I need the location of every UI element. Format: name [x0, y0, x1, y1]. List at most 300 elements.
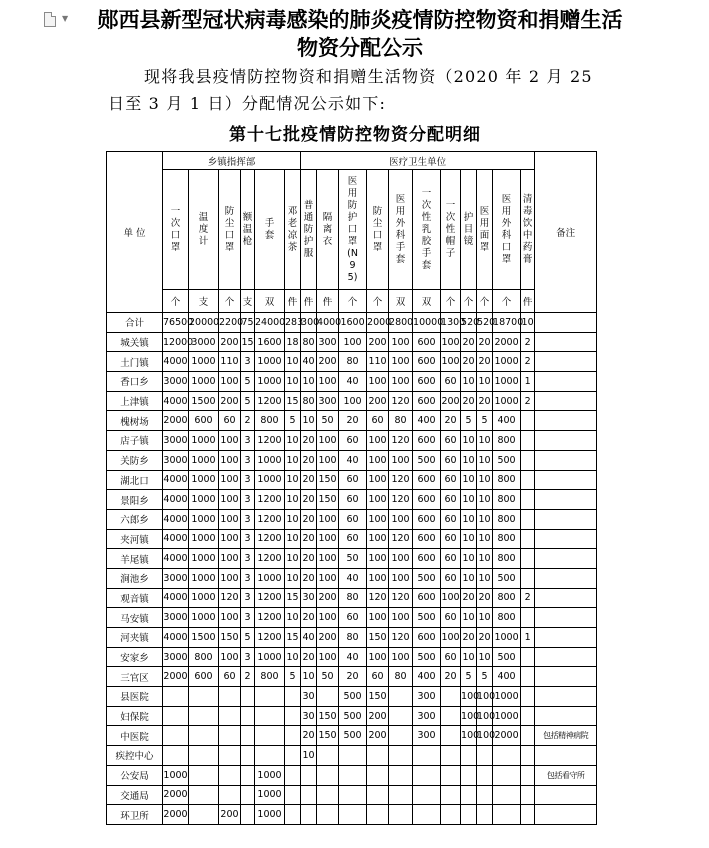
table-row [107, 549, 597, 569]
table-cell: 200 [367, 706, 389, 726]
column-header [389, 170, 413, 290]
table-cell: 20 [301, 431, 317, 451]
table-cell: 120 [389, 470, 413, 490]
table-cell: 1000 [255, 450, 285, 470]
table-cell: 1000 [189, 470, 219, 490]
unit-header: 单 位 [107, 152, 163, 313]
row-unit-name: 交通局 [107, 785, 163, 805]
row-note [535, 372, 597, 392]
table-cell: 18 [285, 332, 301, 352]
table-cell [219, 746, 241, 766]
table-cell: 10 [285, 470, 301, 490]
table-cell: 4000 [163, 391, 189, 411]
table-cell: 20 [301, 726, 317, 746]
unit-label: 个 [441, 290, 461, 313]
table-cell: 100 [389, 568, 413, 588]
table-cell: 600 [413, 628, 441, 648]
table-cell: 2200 [219, 313, 241, 333]
table-cell [255, 726, 285, 746]
table-row [107, 450, 597, 470]
table-cell: 300 [413, 687, 441, 707]
column-header [317, 170, 339, 290]
table-cell [241, 706, 255, 726]
table-cell: 100 [219, 529, 241, 549]
column-header [339, 170, 367, 290]
table-cell [219, 706, 241, 726]
table-cell: 1000 [255, 805, 285, 825]
table-cell: 3 [241, 490, 255, 510]
table-cell: 20 [301, 490, 317, 510]
table-cell: 2000 [163, 411, 189, 431]
table-cell [389, 785, 413, 805]
table-cell [241, 805, 255, 825]
table-cell: 60 [441, 608, 461, 628]
table-cell: 80 [389, 667, 413, 687]
column-header-label: 温度计 [198, 211, 209, 247]
row-unit-name: 马安镇 [107, 608, 163, 628]
table-cell: 300 [317, 332, 339, 352]
table-cell: 2000 [367, 313, 389, 333]
table-cell [285, 785, 301, 805]
table-cell: 100 [219, 608, 241, 628]
table-cell: 20000 [189, 313, 219, 333]
table-cell: 10 [285, 608, 301, 628]
table-cell [339, 785, 367, 805]
table-cell [301, 805, 317, 825]
table-cell: 10 [301, 667, 317, 687]
table-cell [389, 687, 413, 707]
table-cell: 60 [441, 549, 461, 569]
table-cell: 100 [219, 431, 241, 451]
table-cell: 100 [317, 372, 339, 392]
row-unit-name: 城关镇 [107, 332, 163, 352]
unit-label: 支 [189, 290, 219, 313]
table-cell: 120 [389, 588, 413, 608]
table-cell: 600 [189, 411, 219, 431]
table-cell: 20 [441, 667, 461, 687]
table-cell: 60 [219, 667, 241, 687]
table-cell: 100 [477, 706, 493, 726]
table-cell: 100 [389, 608, 413, 628]
allocation-table [106, 151, 597, 825]
table-cell: 10 [461, 372, 477, 392]
table-cell: 600 [413, 549, 441, 569]
table-cell: 10 [285, 647, 301, 667]
table-cell: 3000 [163, 647, 189, 667]
table-cell: 3 [241, 450, 255, 470]
table-cell: 100 [461, 726, 477, 746]
table-row [107, 726, 597, 746]
table-cell [493, 746, 521, 766]
table-cell [219, 765, 241, 785]
table-cell: 500 [493, 647, 521, 667]
table-cell: 60 [339, 470, 367, 490]
table-cell: 60 [441, 431, 461, 451]
table-cell: 100 [477, 726, 493, 746]
row-unit-name: 县医院 [107, 687, 163, 707]
table-cell [521, 568, 535, 588]
table-cell: 10 [301, 411, 317, 431]
table-cell: 10 [461, 647, 477, 667]
table-cell: 4000 [163, 529, 189, 549]
table-cell: 20 [339, 667, 367, 687]
table-cell: 120 [219, 588, 241, 608]
table-cell: 200 [367, 726, 389, 746]
row-unit-name: 槐树场 [107, 411, 163, 431]
table-cell: 600 [413, 588, 441, 608]
table-cell: 10 [461, 509, 477, 529]
table-cell: 20 [477, 588, 493, 608]
column-header [493, 170, 521, 290]
unit-label: 个 [339, 290, 367, 313]
table-cell: 4000 [163, 628, 189, 648]
table-cell [219, 726, 241, 746]
table-cell [441, 805, 461, 825]
table-cell: 10 [285, 549, 301, 569]
table-cell [477, 785, 493, 805]
table-cell: 800 [493, 509, 521, 529]
table-cell: 1200 [255, 391, 285, 411]
table-cell: 100 [441, 352, 461, 372]
table-cell: 1000 [255, 647, 285, 667]
table-cell: 1500 [189, 391, 219, 411]
table-cell: 4000 [317, 313, 339, 333]
table-cell: 40 [339, 450, 367, 470]
table-cell: 2000 [163, 785, 189, 805]
table-cell: 3 [241, 647, 255, 667]
table-cell: 150 [317, 470, 339, 490]
page-title: 郧西县新型冠状病毒感染的肺炎疫情防控物资和捐赠生活物资分配公示 [97, 8, 623, 60]
table-row [107, 785, 597, 805]
table-cell: 400 [493, 411, 521, 431]
column-header [441, 170, 461, 290]
table-cell: 3 [241, 549, 255, 569]
table-row [107, 352, 597, 372]
column-header-label: 隔离衣 [322, 211, 333, 247]
table-cell: 10 [285, 490, 301, 510]
table-cell: 100 [317, 529, 339, 549]
row-unit-name: 中医院 [107, 726, 163, 746]
table-cell: 10 [285, 352, 301, 372]
row-note [535, 391, 597, 411]
table-cell [521, 746, 535, 766]
table-row [107, 687, 597, 707]
document-icon[interactable] [44, 12, 56, 27]
table-cell [477, 746, 493, 766]
table-cell: 100 [441, 588, 461, 608]
table-cell: 1000 [189, 608, 219, 628]
table-cell: 50 [339, 549, 367, 569]
table-row [107, 509, 597, 529]
table-cell: 20 [477, 332, 493, 352]
row-note [535, 411, 597, 431]
table-cell: 100 [317, 450, 339, 470]
table-cell: 100 [219, 450, 241, 470]
column-header-label: 邓老凉茶 [287, 205, 298, 253]
row-note [535, 706, 597, 726]
table-cell: 150 [317, 490, 339, 510]
row-unit-name: 合计 [107, 313, 163, 333]
table-cell: 4000 [163, 352, 189, 372]
table-cell: 120 [389, 391, 413, 411]
table-cell [317, 746, 339, 766]
table-cell: 100 [219, 647, 241, 667]
table-cell [521, 667, 535, 687]
table-cell: 1200 [255, 628, 285, 648]
table-cell: 2 [521, 588, 535, 608]
table-cell: 1200 [255, 608, 285, 628]
row-note [535, 313, 597, 333]
row-note [535, 352, 597, 372]
row-note [535, 628, 597, 648]
column-header-label: 防尘口罩 [224, 205, 235, 253]
table-cell: 100 [389, 647, 413, 667]
column-header-label: 医用面罩 [479, 205, 490, 253]
table-cell: 40 [339, 568, 367, 588]
table-cell: 1000 [189, 352, 219, 372]
row-note: 包括看守所 [535, 765, 597, 785]
table-cell [301, 765, 317, 785]
table-cell [389, 726, 413, 746]
table-cell: 80 [301, 332, 317, 352]
table-cell [163, 726, 189, 746]
table-cell: 3000 [163, 372, 189, 392]
table-cell: 1000 [189, 431, 219, 451]
table-cell: 150 [317, 706, 339, 726]
table-cell: 10 [477, 529, 493, 549]
table-cell: 600 [413, 352, 441, 372]
row-unit-name: 疾控中心 [107, 746, 163, 766]
table-cell: 20 [477, 352, 493, 372]
table-cell [521, 450, 535, 470]
table-cell [317, 687, 339, 707]
table-cell: 1000 [255, 352, 285, 372]
table-cell: 2000 [493, 726, 521, 746]
table-row [107, 313, 597, 333]
table-cell [461, 765, 477, 785]
table-cell [521, 411, 535, 431]
table-cell: 120 [389, 529, 413, 549]
column-header [367, 170, 389, 290]
table-cell: 1600 [255, 332, 285, 352]
table-cell: 3 [241, 352, 255, 372]
table-cell: 15 [285, 628, 301, 648]
table-cell: 10 [521, 313, 535, 333]
table-cell: 10 [477, 450, 493, 470]
table-cell: 10 [477, 431, 493, 451]
table-cell [389, 805, 413, 825]
table-cell: 600 [413, 332, 441, 352]
table-cell: 100 [219, 509, 241, 529]
column-header [301, 170, 317, 290]
table-row [107, 529, 597, 549]
table-cell: 5 [241, 372, 255, 392]
unit-label: 支 [241, 290, 255, 313]
table-cell: 100 [389, 372, 413, 392]
table-cell [189, 706, 219, 726]
table-cell: 60 [219, 411, 241, 431]
table-cell: 24000 [255, 313, 285, 333]
table-cell: 800 [493, 608, 521, 628]
table-cell: 600 [413, 509, 441, 529]
table-cell: 100 [389, 352, 413, 372]
table-cell: 3000 [189, 332, 219, 352]
table-cell: 1200 [255, 431, 285, 451]
table-cell: 1 [521, 372, 535, 392]
table-cell: 800 [493, 470, 521, 490]
table-cell: 100 [367, 431, 389, 451]
table-cell: 100 [317, 647, 339, 667]
table-row [107, 470, 597, 490]
table-cell: 100 [477, 687, 493, 707]
table-cell: 76500 [163, 313, 189, 333]
table-cell: 2000 [493, 332, 521, 352]
table-cell [189, 805, 219, 825]
table-cell [389, 706, 413, 726]
table-cell: 3 [241, 568, 255, 588]
table-cell [241, 687, 255, 707]
row-unit-name: 六郎乡 [107, 509, 163, 529]
table-cell [241, 746, 255, 766]
table-cell: 1000 [255, 785, 285, 805]
table-cell: 60 [441, 372, 461, 392]
table-cell: 10 [285, 450, 301, 470]
table-cell [521, 470, 535, 490]
chevron-down-icon[interactable]: ▼ [62, 14, 69, 23]
table-cell: 50 [317, 411, 339, 431]
table-title: 第十七批疫情防控物资分配明细 [229, 125, 481, 145]
table-cell: 600 [413, 490, 441, 510]
column-header [477, 170, 493, 290]
table-cell: 1000 [189, 372, 219, 392]
row-note [535, 549, 597, 569]
unit-label: 个 [219, 290, 241, 313]
row-note [535, 608, 597, 628]
table-cell: 100 [389, 450, 413, 470]
table-row [107, 805, 597, 825]
table-cell: 10 [461, 549, 477, 569]
table-cell: 5 [461, 411, 477, 431]
group-header-township: 乡镇指挥部 [163, 152, 301, 170]
table-cell: 1000 [189, 450, 219, 470]
table-cell [441, 687, 461, 707]
table-cell: 10 [285, 529, 301, 549]
table-cell: 1000 [163, 765, 189, 785]
table-cell: 3 [241, 608, 255, 628]
column-header-label: 手套 [264, 217, 275, 241]
table-cell: 200 [317, 628, 339, 648]
table-cell: 100 [389, 509, 413, 529]
table-cell: 800 [255, 667, 285, 687]
row-note [535, 785, 597, 805]
table-cell: 10 [461, 490, 477, 510]
table-cell: 400 [413, 411, 441, 431]
table-row [107, 765, 597, 785]
table-cell: 10 [477, 470, 493, 490]
table-cell: 10 [477, 647, 493, 667]
table-cell: 120 [389, 431, 413, 451]
table-cell: 60 [441, 450, 461, 470]
table-cell: 20 [301, 529, 317, 549]
table-cell: 40 [339, 372, 367, 392]
row-unit-name: 香口乡 [107, 372, 163, 392]
table-cell: 100 [317, 549, 339, 569]
unit-label: 个 [163, 290, 189, 313]
column-header [285, 170, 301, 290]
row-note [535, 647, 597, 667]
column-header-label: 一次性帽子 [445, 199, 456, 259]
table-cell [339, 765, 367, 785]
table-cell [189, 687, 219, 707]
row-note [535, 746, 597, 766]
table-cell: 30 [301, 687, 317, 707]
table-cell: 1000 [255, 372, 285, 392]
table-cell: 4000 [163, 588, 189, 608]
table-cell: 1000 [189, 588, 219, 608]
table-cell: 200 [367, 391, 389, 411]
table-cell: 600 [413, 372, 441, 392]
table-cell [317, 785, 339, 805]
table-cell [339, 746, 367, 766]
column-header [241, 170, 255, 290]
table-cell: 3000 [163, 431, 189, 451]
table-cell: 20 [301, 549, 317, 569]
table-cell [219, 785, 241, 805]
table-cell: 2 [241, 411, 255, 431]
table-cell: 600 [189, 667, 219, 687]
table-cell: 60 [339, 529, 367, 549]
table-cell [285, 746, 301, 766]
table-cell: 1000 [189, 509, 219, 529]
intro-text: 现将我县疫情防控物资和捐赠生活物资（2020 年 2 月 25 日至 3 月 1 日）分配情况公示如下: [108, 67, 593, 113]
table-cell: 800 [189, 647, 219, 667]
table-cell: 1000 [189, 549, 219, 569]
table-cell [441, 706, 461, 726]
table-row [107, 608, 597, 628]
group-header-medical: 医疗卫生单位 [301, 152, 535, 170]
table-cell: 200 [219, 332, 241, 352]
table-cell [317, 765, 339, 785]
table-cell [241, 726, 255, 746]
table-cell [461, 785, 477, 805]
table-row [107, 628, 597, 648]
table-cell [441, 726, 461, 746]
table-cell: 2 [521, 332, 535, 352]
row-note [535, 568, 597, 588]
column-header-label: 医用防护口罩(N95) [347, 175, 358, 283]
row-unit-name: 上津镇 [107, 391, 163, 411]
table-cell: 3000 [163, 568, 189, 588]
table-cell [255, 687, 285, 707]
table-cell: 500 [413, 568, 441, 588]
row-unit-name: 涧池乡 [107, 568, 163, 588]
table-cell [441, 765, 461, 785]
table-cell: 100 [317, 431, 339, 451]
table-cell: 1200 [255, 509, 285, 529]
table-cell: 1200 [255, 490, 285, 510]
row-unit-name: 羊尾镇 [107, 549, 163, 569]
table-row [107, 411, 597, 431]
table-cell: 20 [441, 411, 461, 431]
table-cell [477, 805, 493, 825]
table-cell [285, 726, 301, 746]
table-cell [301, 785, 317, 805]
row-note [535, 332, 597, 352]
table-cell: 10 [285, 509, 301, 529]
table-cell: 2 [241, 667, 255, 687]
table-cell [189, 785, 219, 805]
table-cell: 520 [477, 313, 493, 333]
